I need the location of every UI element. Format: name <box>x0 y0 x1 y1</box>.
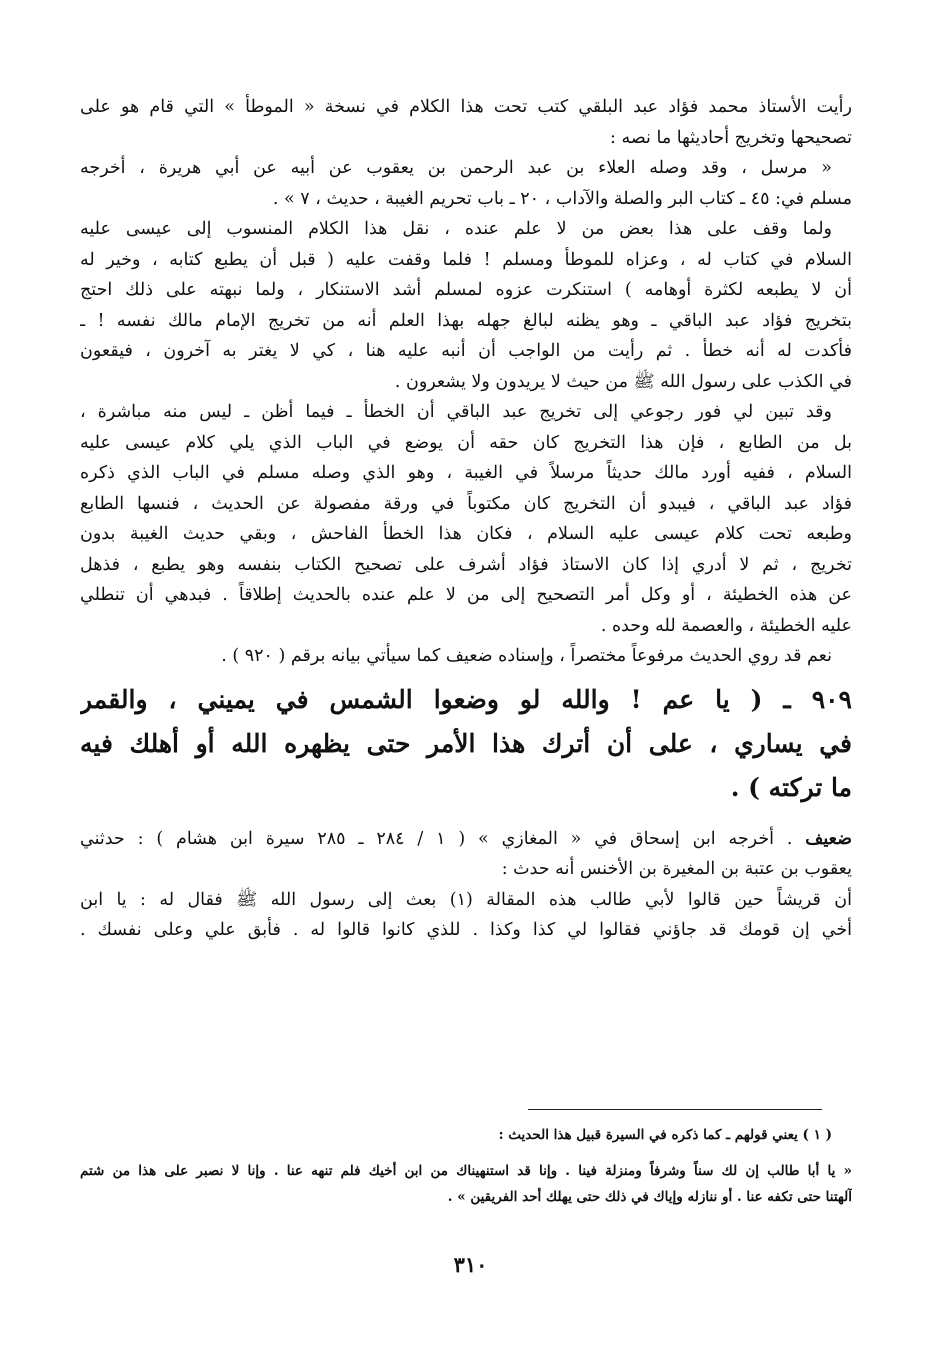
footnote-divider <box>528 1109 822 1110</box>
text-line: فؤاد عبد الباقي ، فيبدو أن التخريج كان مكتوباً في ورقة مفصولة عن الحديث ، فنسها الطابع <box>80 493 852 514</box>
text-line: وطبعه تحت كلام عيسى عليه السلام ، فكان هذا الخطأ الفاحش ، وبقي حديث الغيبة بدون <box>80 524 852 544</box>
hadith-line: ما تركته ) . <box>730 772 852 802</box>
page-body <box>80 92 852 946</box>
paragraph-takhrij <box>80 824 852 885</box>
text-line: « مرسل ، وقد وصله العلاء بن عبد الرحمن بن يعقوب عن أبيه عن أبي هريرة ، أخرجه <box>80 158 832 178</box>
page-number: ٣١٠ <box>453 1252 488 1277</box>
text-line: مسلم في: ٤٥ ـ كتاب البر والصلة والآداب ، ٢٠ ـ باب تحريم الغيبة ، حديث ، ٧ » . <box>272 188 852 209</box>
hadith-909 <box>80 678 852 810</box>
text-line: نعم قد روي الحديث مرفوعاً مختصراً ، وإسناده ضعيف كما سيأتي بيانه برقم ( ٩٢٠ ) . <box>221 646 832 666</box>
text-line: السلام ، ففيه أورد مالك حديثاً مرسلاً في الغيبة ، وهو الذي وصله مسلم في الباب الذي ذكره <box>80 463 852 483</box>
text-line <box>80 824 852 855</box>
paragraph-error-attribution <box>80 214 852 397</box>
text-line: يعقوب بن عتبة بن المغيرة بن الأخنس أنه حدث : <box>501 859 852 879</box>
paragraph-marfu-note <box>80 641 852 672</box>
paragraph-quoted-note <box>80 153 852 214</box>
text-line: عليه الخطيئة ، والعصمة لله وحده . <box>600 615 852 636</box>
paragraph-printer-error <box>80 397 852 641</box>
text-line: بتخريج فؤاد عبد الباقي ـ وهو يظنه لبالغ جهله بهذا العلم أنه من تخريج الإمام مالك نفسه ! ـ <box>80 310 852 331</box>
text-line: تخريج ، ثم لا أدري إذا كان الاستاذ فؤاد أشرف على تصحيح الكتاب بنفسه وهو يطبع ، فذهل <box>80 554 852 575</box>
text-line: وقد تبين لي فور رجوعي إلى تخريج عبد الباقي أن الخطأ ـ فيما أظن ـ ليس منه مباشرة ، <box>80 402 832 422</box>
takhrij-source: . أخرجه ابن إسحاق في « المغازي » ( ١ / ٢٨٤ ـ ٢٨٥ سيرة ابن هشام ) : حدثني <box>80 828 793 849</box>
text-line: أن لا يطبعه لكثرة أوهامه ) استنكرت عزوه لمسلم أشد الاستنكار ، ولما نبهته على ذلك احتج <box>80 280 852 300</box>
text-line: رأيت الأستاذ محمد فؤاد عبد البلقي كتب تحت هذا الكلام في نسخة « الموطأ » التي قام هو على <box>80 97 852 117</box>
text-line: في الكذب على رسول الله ﷺ من حيث لا يريدون ولا يشعرون . <box>394 371 852 392</box>
footnote-1-text: « يا أبا طالب إن لك سناً وشرفاً ومنزلة فينا . وإنا قد استنهيناك من ابن أخيك فلم تنهه عنا . وإنا لا نصبر على هذا من شتم <box>80 1163 852 1179</box>
text-line: عن هذه الخطيئة ، أو وكل أمر التصحيح إلى من لا علم عنده بالحديث إطلاقاً . فبدهي أن تنطلي <box>80 585 852 605</box>
hadith-grade: ضعيف <box>805 828 852 849</box>
text-line: تصحيحها وتخريج أحاديثها ما نصه : <box>610 127 852 148</box>
hadith-line: في يساري ، على أن أترك هذا الأمر حتى يظهره الله أو أهلك فيه <box>80 728 852 758</box>
hadith-line: ٩٠٩ ـ ( يا عم ! والله لو وضعوا الشمس في يميني ، والقمر <box>80 684 852 714</box>
text-line: أن قريشاً حين قالوا لأبي طالب هذه المقالة (١) بعث إلى رسول الله ﷺ فقال له : يا ابن <box>80 889 852 910</box>
footnotes <box>80 1122 852 1210</box>
text-line: أخي إن قومك قد جاؤني فقالوا لي كذا وكذا . للذي كانوا قالوا له . فأبق علي وعلى نفسك . <box>80 920 852 940</box>
text-line: فأكدت له أنه خطأ . ثم رأيت من الواجب أن أنبه عليه هنا ، كي لا يغتر به آخرون ، فيقعون <box>80 341 852 361</box>
text-line: السلام في كتاب له ، وعزاه للموطأ ومسلم ! فلما وقفت عليه ( قبل أن يطبع كتابه ، وخير له <box>80 249 852 270</box>
footnote-1-text: آلهتنا حتى تكفه عنا . أو ننازله وإياك في ذلك حتى يهلك أحد الفريقين » . <box>447 1189 852 1205</box>
paragraph-muwatta-note <box>80 92 852 153</box>
footnote-1-heading: ( ١ ) يعني قولهم ـ كما ذكره في السيرة قبيل هذا الحديث : <box>498 1127 832 1143</box>
paragraph-narration <box>80 885 852 946</box>
text-line: ولما وقف على هذا بعض من لا علم عنده ، نقل هذا الكلام المنسوب إلى عيسى عليه <box>80 219 832 239</box>
text-line: بل من الطابع ، فإن هذا التخريج كان حقه أن يوضع في الباب الذي يلي كلام عيسى عليه <box>80 432 852 453</box>
